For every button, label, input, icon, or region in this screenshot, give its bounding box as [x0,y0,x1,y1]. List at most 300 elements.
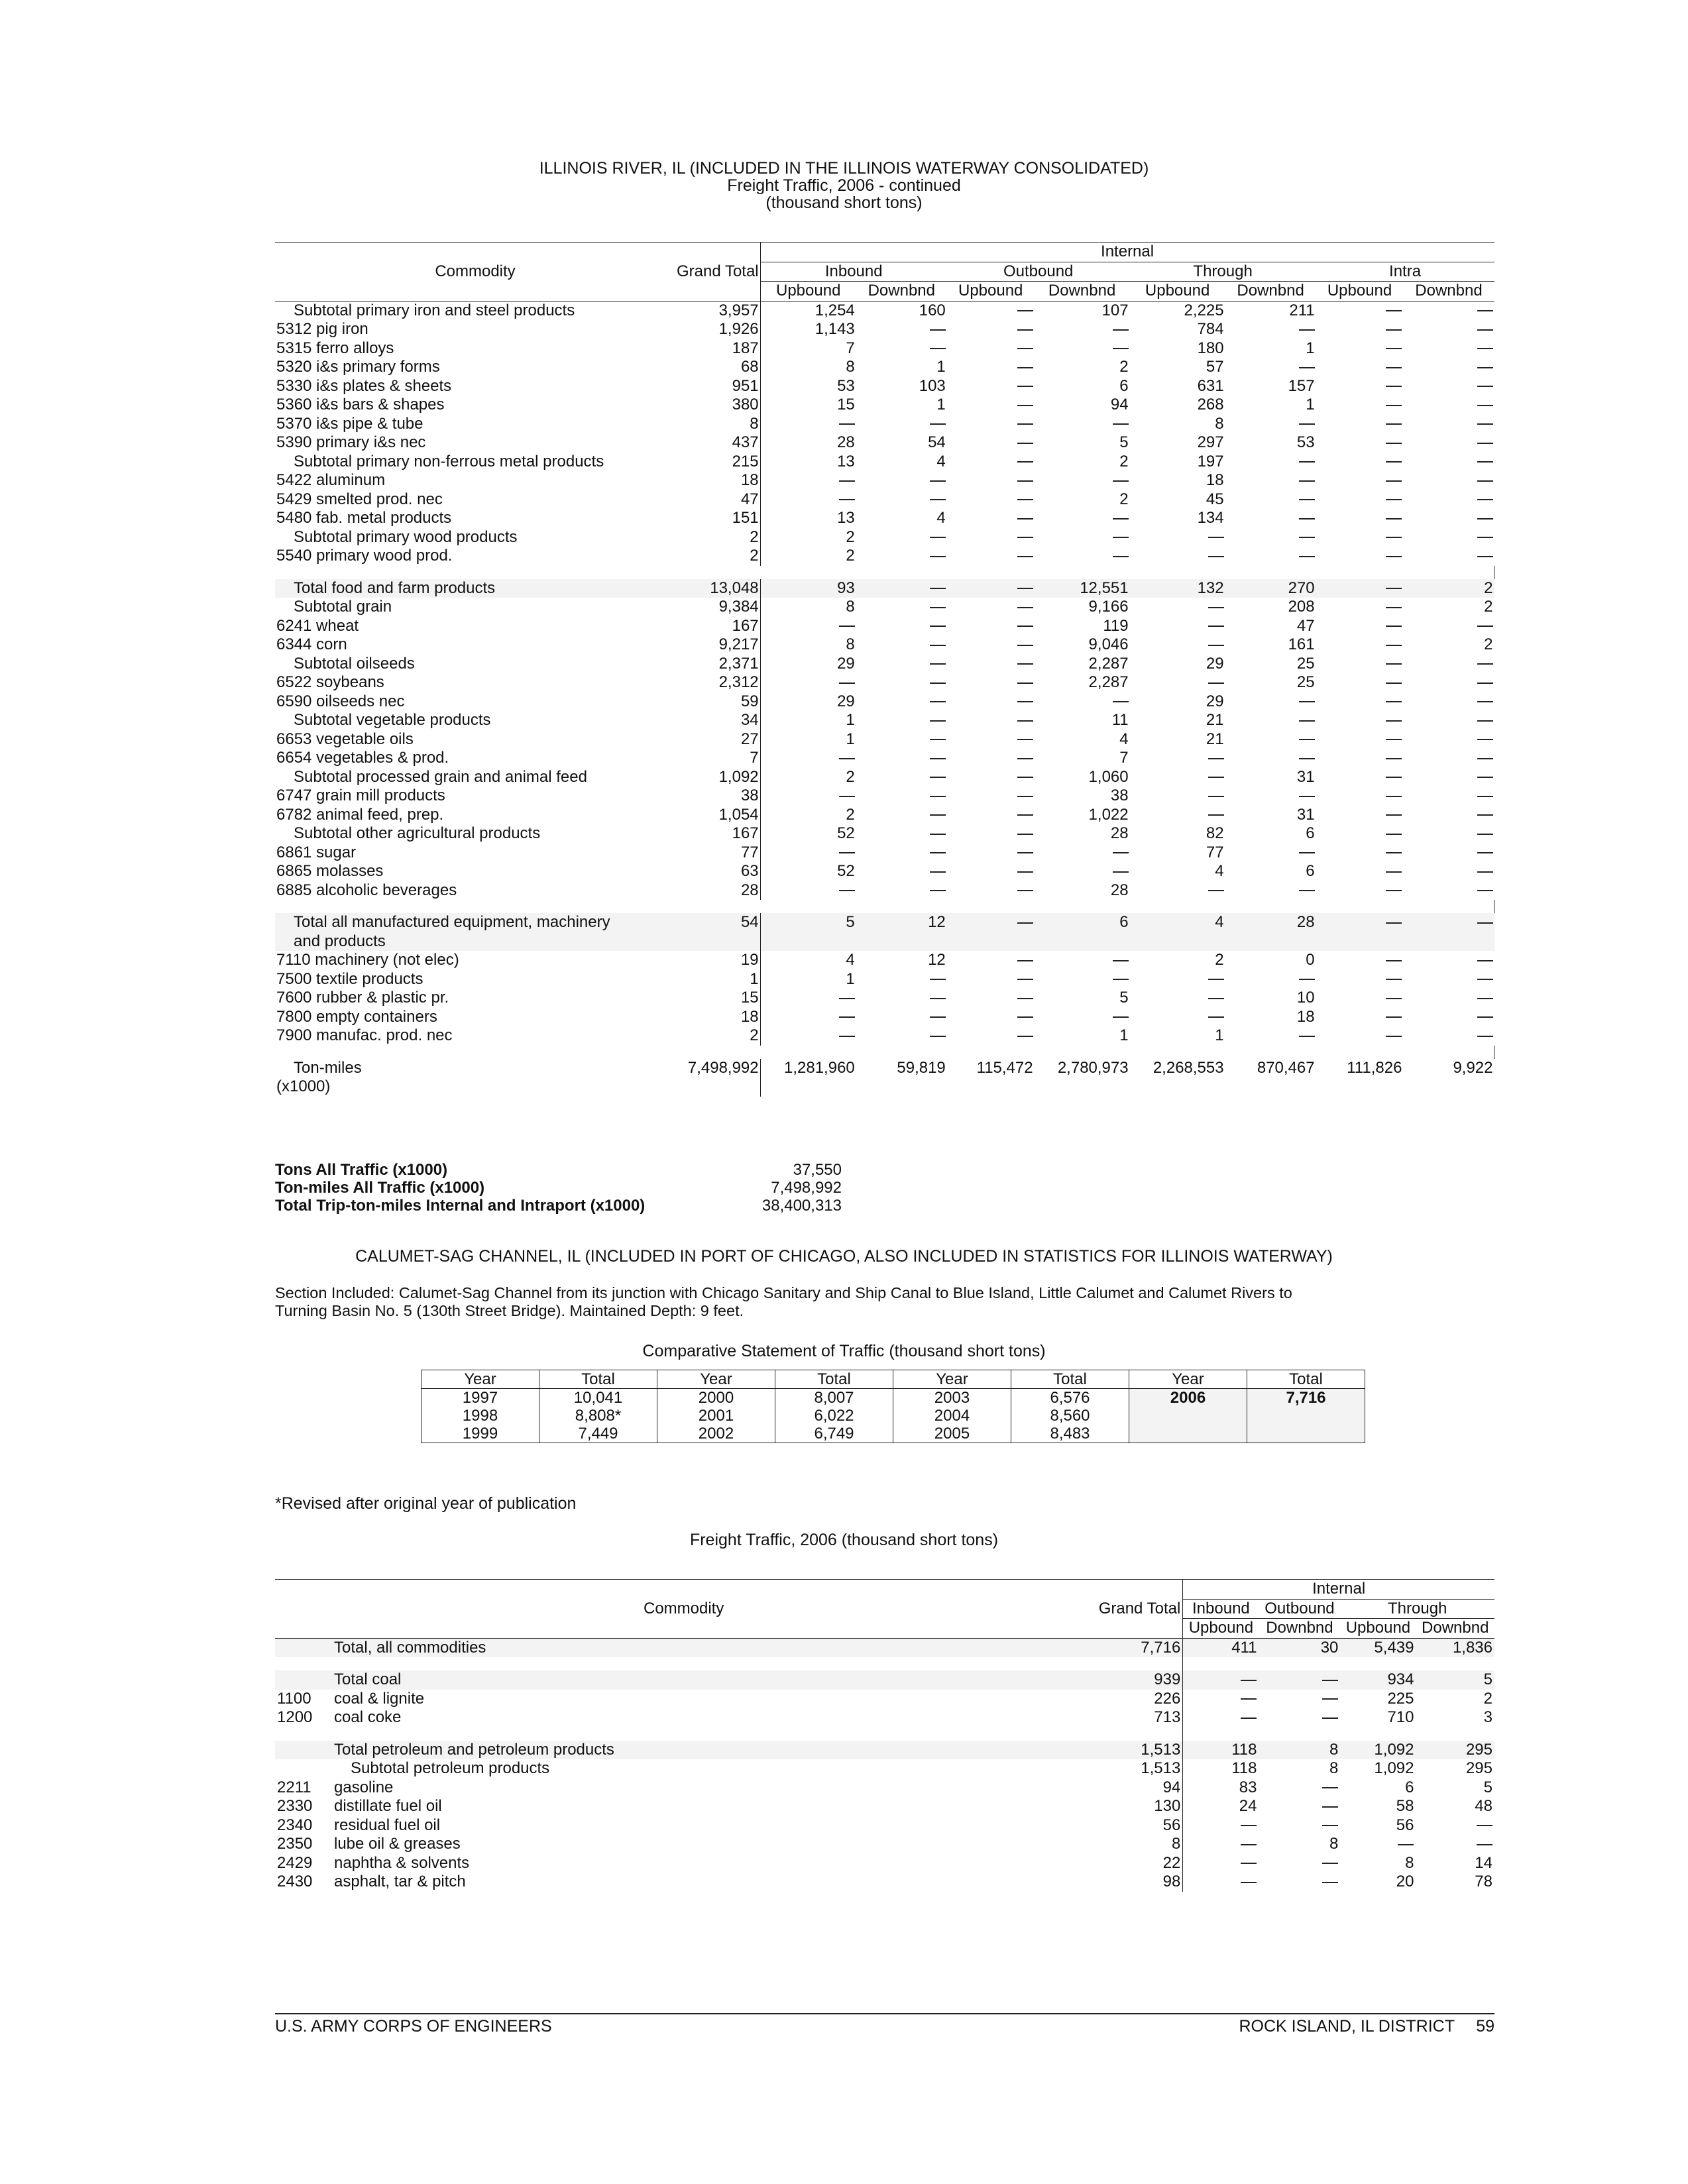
table-row [275,1059,1494,1078]
cell-through-down: 157 [1288,376,1315,395]
cell-through-up: 297 [1197,433,1224,451]
table-row [275,1797,1494,1816]
dash-mark [1017,310,1033,311]
dash-mark [1017,871,1033,873]
cell-through-down: 295 [1465,1759,1492,1777]
row-label: 5429 smelted prod. nec [276,490,443,508]
dash-mark [1208,682,1224,684]
dash-mark [1477,1844,1492,1845]
dash-mark [1386,663,1402,665]
dash-mark [1386,1036,1402,1037]
row-label: Ton-miles [294,1058,362,1077]
cell-intra-down: 9,922 [1453,1058,1493,1077]
cell-through-down: 5 [1416,1670,1494,1690]
dash-mark [1208,758,1224,759]
comparative-row [422,1407,1365,1425]
dash-mark [930,814,946,816]
cell-inbound-up: 5 [760,913,856,932]
cell-intra-up [1316,579,1404,598]
cell-outbound-down: 94 [1110,396,1129,413]
freight-title: Freight Traffic, 2006 (thousand short tons) [689,1531,999,1549]
table-row [275,301,1494,320]
cell-through-up [1130,932,1225,952]
dash-mark [1017,329,1033,331]
cell-outbound-up [947,598,1035,617]
cell-grand-total: 18 [675,1008,760,1027]
col-intra: Intra [1316,262,1494,282]
row-gap [275,1657,1494,1670]
cell-through-down [1416,1835,1494,1854]
summary-label: Total Trip-ton-miles Internal and Intraport (x1000) [275,1197,646,1215]
cell-outbound-up [947,415,1035,434]
cell-inbound-down [856,655,947,674]
cell-through-down [1225,471,1316,490]
cell-year: 2002 [657,1425,775,1443]
dash-mark [930,998,946,999]
cell-through-down: 25 [1296,654,1315,673]
cell-intra-down [1403,844,1494,863]
cell-grand-total: 77 [675,844,760,863]
cell-outbound-down [1035,970,1130,989]
dash-mark [1299,329,1315,331]
cell-through-up: 784 [1197,320,1224,338]
table-row [275,1835,1494,1854]
cell-outbound-up [947,433,1035,453]
cell-through-down: 6 [1306,862,1315,880]
cell-outbound-down: 28 [1110,824,1129,842]
row-label: Subtotal primary wood products [294,527,518,546]
cell-through-up: 2,268,553 [1153,1058,1224,1077]
dash-mark [1017,461,1033,463]
cell-outbound-up [947,970,1035,989]
page-number: 59 [1476,2017,1494,2036]
table-row [275,806,1494,825]
dash-mark [1017,1016,1033,1018]
dash-mark [1299,890,1315,891]
dash-mark [1017,852,1033,853]
cell-through-up: 180 [1197,339,1224,357]
table-row [275,913,1494,932]
cell-grand-total: 28 [675,881,760,901]
cell-outbound-down [1035,862,1130,881]
cell-intra-down [1403,655,1494,674]
dash-mark [1017,607,1033,608]
cell-inbound-down [856,932,947,952]
dash-mark [1477,682,1493,684]
dash-mark [1241,1863,1257,1864]
cell-grand-total: 22 [1092,1854,1183,1873]
cell-outbound-up [947,989,1035,1008]
cell-grand-total: 1 [675,970,760,989]
row-code [275,1741,332,1760]
cell-outbound-down: 12,551 [1035,579,1130,598]
cell-year: 1997 [422,1389,539,1407]
cell-outbound-down: 8 [1259,1741,1340,1760]
cell-through-up: 8 [1405,1853,1414,1872]
summary-value: 37,550 [793,1161,842,1179]
cell-inbound-down [856,617,947,636]
cell-inbound-up [760,844,856,863]
row-label: 5312 pig iron [276,320,368,338]
dash-mark [1299,423,1315,425]
dash-mark [1113,329,1129,331]
cell-inbound-up [1183,1670,1259,1690]
cell-intra-down [1403,749,1494,768]
row-label: 6747 grain mill products [276,787,445,804]
cell-intra-down [1403,970,1494,989]
cell-intra-down [1403,396,1494,415]
dash-mark [1017,367,1033,368]
dash-mark [1017,518,1033,519]
cell-inbound-up [760,989,856,1008]
row-label: Subtotal primary non-ferrous metal products [294,452,604,470]
col-commodity: Commodity [275,243,675,301]
row-gap [275,1727,1494,1741]
dash-mark [1398,1844,1414,1845]
cell-outbound-up [947,806,1035,825]
cell-grand-total: 9,217 [675,635,760,655]
illinois-subtitle: Freight Traffic, 2006 - continued [727,176,961,195]
cell-intra-up [1316,862,1404,881]
cell-through-up: 134 [1197,509,1224,527]
cell-grand-total: 59 [675,692,760,712]
cell-through-down: 870,467 [1257,1058,1315,1077]
row-label: 7800 empty containers [276,1007,437,1026]
row-label: 7600 rubber & plastic pr. [276,989,449,1007]
dash-mark [1477,979,1493,980]
cell-intra-up [1316,1077,1404,1097]
cell-grand-total: 1,513 [1092,1759,1183,1778]
cell-inbound-down [856,749,947,768]
cell-intra-down [1403,768,1494,787]
cell-intra-up [1316,787,1404,806]
comparative-title: Comparative Statement of Traffic (thousand short tons) [642,1342,1046,1360]
dash-mark [1477,814,1493,816]
table-row [275,579,1494,598]
row-code: 2340 [277,1816,313,1834]
dash-mark [1477,852,1493,853]
col-year: Year [1129,1370,1247,1389]
cell-inbound-up: 2 [846,767,855,786]
cell-outbound-down: 9,046 [1088,635,1129,653]
dash-mark [1386,588,1402,589]
cell-intra-down [1403,862,1494,881]
dash-mark [1386,852,1402,853]
table-row [275,1816,1494,1835]
cell-intra-up [1316,989,1404,1008]
cell-inbound-down: 1 [936,358,946,376]
cell-intra-down [1403,320,1494,339]
cell-year: 1998 [422,1407,539,1425]
cell-inbound-up: 24 [1239,1797,1257,1815]
cell-outbound-up [947,692,1035,712]
cell-through-down: 78 [1475,1873,1492,1890]
cell-intra-down [1403,415,1494,434]
dash-mark [1386,329,1402,331]
cell-through-down [1225,932,1316,952]
dash-mark [1208,998,1224,999]
dash-mark [1322,1882,1338,1883]
cell-outbound-up [947,655,1035,674]
dash-mark [1017,890,1033,891]
dash-mark [1017,423,1033,425]
col-outbound: Outbound [947,262,1130,282]
cell-through-up: 29 [1206,654,1224,673]
cell-through-up: 6 [1405,1778,1414,1796]
col-year: Year [657,1370,775,1389]
cell-through-down: 10 [1296,989,1315,1007]
dash-mark [1477,998,1493,999]
cell-outbound-down: 7 [1119,749,1129,767]
dash-mark [1386,979,1402,980]
cell-through-up [1130,547,1225,566]
table-row [275,711,1494,730]
cell-through-up: 4 [1130,913,1225,932]
dash-mark [1208,777,1224,778]
dash-mark [1299,852,1315,853]
cell-inbound-up: 1 [846,730,855,748]
dash-mark [1208,979,1224,980]
cell-grand-total: 2,371 [675,655,760,674]
cell-inbound-down: 160 [919,301,946,319]
dash-mark [839,998,855,999]
cell-total: 8,007 [775,1389,893,1407]
dash-mark [1017,480,1033,482]
cell-inbound-up: 52 [837,862,855,880]
cell-intra-up [1316,692,1404,712]
cell-intra-up [1316,844,1404,863]
row-label: (x1000) [276,1077,331,1095]
cell-inbound-up: 13 [837,509,855,527]
dash-mark [1017,777,1033,778]
cell-outbound-down: 2,287 [1088,673,1129,691]
cell-intra-up [1316,547,1404,566]
cell-outbound-up [947,787,1035,806]
dash-mark [1299,499,1315,500]
cell-through-down [1416,1816,1494,1835]
table-row [275,1708,1494,1727]
cell-through-down [1225,547,1316,566]
dash-mark [839,796,855,797]
cell-outbound-up [947,320,1035,339]
dash-mark [930,480,946,482]
dash-mark [930,329,946,331]
cell-inbound-down [856,768,947,787]
dash-mark [839,758,855,759]
cell-inbound-up [760,1077,856,1097]
cell-intra-up [1316,598,1404,617]
cell-grand-total: 7,716 [1092,1638,1183,1657]
row-label: 5370 i&s pipe & tube [276,414,423,433]
row-label: Subtotal processed grain and animal feed [294,767,587,786]
summary-row [275,1197,842,1215]
cell-through-down [1225,453,1316,472]
col-year: Year [422,1370,539,1389]
cell-through-down: 3 [1483,1708,1492,1726]
cell-outbound-down: 8 [1329,1835,1339,1853]
cell-intra-down [1403,1077,1494,1097]
row-label: 5422 aluminum [276,471,386,489]
cell-intra-down [1403,989,1494,1008]
cell-intra-down [1403,806,1494,825]
cell-year: 1999 [422,1425,539,1443]
table-row [275,1690,1494,1709]
dash-mark [1386,480,1402,482]
cell-intra-down [1403,824,1494,844]
cell-outbound-up [947,358,1035,377]
cell-outbound-up [947,635,1035,655]
cell-outbound-up [947,881,1035,901]
cell-through-up: 631 [1197,376,1224,395]
table-row [275,932,1494,952]
cell-through-down: 208 [1288,598,1315,616]
cell-through-up [1130,598,1225,617]
dash-mark [1017,682,1033,684]
dash-mark [930,537,946,538]
row-label: coal & lignite [334,1689,425,1708]
cell-grand-total: 2 [675,528,760,547]
dash-mark [930,556,946,557]
dash-mark [1477,871,1493,873]
table-row [275,471,1494,490]
dash-mark [930,682,946,684]
cell-through-up: 57 [1206,358,1224,376]
row-label: Total petroleum and petroleum products [332,1741,1092,1760]
row-label: 6590 oilseeds nec [276,692,405,710]
row-label: 6865 molasses [276,862,384,880]
dash-mark [1477,796,1493,797]
dash-mark [1322,1806,1338,1808]
dash-mark [1113,537,1129,538]
cell-intra-up [1316,415,1404,434]
table-row [275,339,1494,358]
calumet-freight-table [275,1579,1494,1892]
cell-through-up [1130,970,1225,989]
dash-mark [1299,701,1315,702]
dash-mark [1477,499,1493,500]
cell-grand-total: 63 [675,862,760,881]
dash-mark [1477,739,1493,740]
cell-intra-down [1403,692,1494,712]
cell-inbound-up: 1 [846,969,855,988]
cell-intra-down [1403,528,1494,547]
cell-through-up: 1,092 [1340,1741,1416,1760]
dash-mark [930,645,946,646]
cell-through-down: 1,836 [1416,1638,1494,1657]
cell-grand-total: 1,513 [1092,1741,1183,1760]
cell-through-down [1225,528,1316,547]
cell-grand-total: 2 [675,547,760,566]
dash-mark [1386,310,1402,311]
cell-outbound-down: 5 [1119,989,1129,1007]
dash-mark [1477,405,1493,406]
dash-mark [1017,405,1033,406]
dash-mark [1477,348,1493,349]
dash-mark [1299,518,1315,519]
cell-through-up [1130,806,1225,825]
cell-outbound-up [947,844,1035,863]
dash-mark [930,758,946,759]
row-code: 1100 [277,1689,311,1708]
cell-grand-total: 939 [1092,1670,1183,1690]
table-row [275,787,1494,806]
row-label: 6885 alcoholic beverages [276,881,457,899]
dash-mark [1386,922,1402,924]
table-row [275,635,1494,655]
cell-inbound-up: 2 [846,547,855,565]
cell-grand-total: 18 [675,471,760,490]
table-row [275,453,1494,472]
dash-mark [1208,796,1224,797]
dash-mark [1017,796,1033,797]
dash-mark [1017,588,1033,589]
cell-inbound-up [760,749,856,768]
cell-outbound-up [947,509,1035,528]
cell-through-up: 45 [1206,490,1224,508]
cell-intra-up [1316,768,1404,787]
cell-through-down [1225,358,1316,377]
cell-through-down: 53 [1296,433,1315,451]
table-row [275,528,1494,547]
dash-mark [1386,607,1402,608]
cell-outbound-up [947,453,1035,472]
dash-mark [1299,1036,1315,1037]
row-label: 5330 i&s plates & sheets [276,376,452,395]
calumet-title: CALUMET-SAG CHANNEL, IL (INCLUDED IN PORT OF CHICAGO, ALSO INCLUDED IN STATISTICS FOR ILLINOIS WATERWAY) [355,1247,1333,1266]
cell-outbound-up [947,824,1035,844]
row-code: 2430 [277,1873,313,1890]
cell-total: 7,716 [1247,1389,1365,1407]
dash-mark [1208,890,1224,891]
cell-through-up: 132 [1130,579,1225,598]
cell-outbound-down: 119 [1103,616,1129,635]
cell-grand-total [675,932,760,952]
cell-total [1247,1425,1365,1443]
dash-mark [1477,518,1493,519]
dash-mark [1386,890,1402,891]
cell-intra-up [1316,881,1404,901]
cell-through-down: 31 [1296,805,1315,824]
dash-mark [1017,499,1033,500]
dash-mark [1113,1016,1129,1018]
cell-through-down: 161 [1288,635,1315,653]
cell-inbound-up: 7 [846,339,855,357]
dash-mark [1477,777,1493,778]
cell-inbound-down: 1 [936,396,946,413]
dash-mark [930,979,946,980]
cell-through-down [1225,749,1316,768]
cell-outbound-down [1035,692,1130,712]
cell-through-up: 58 [1396,1797,1414,1815]
table-row [275,1077,1494,1097]
dash-mark [1386,814,1402,816]
cell-inbound-down [856,320,947,339]
dash-mark [1017,739,1033,740]
row-label: lube oil & greases [334,1835,461,1853]
dash-mark [1386,626,1402,627]
dash-mark [1017,922,1033,924]
cell-intra-up [1316,339,1404,358]
cell-outbound-down [1259,1797,1340,1816]
cell-inbound-down: 59,819 [897,1058,946,1077]
dash-mark [1017,720,1033,722]
footer-district: ROCK ISLAND, IL DISTRICT [1239,2017,1455,2036]
cell-inbound-up [1183,1708,1259,1727]
cell-through-down [1225,1077,1316,1097]
cell-grand-total: 713 [1092,1708,1183,1727]
cell-grand-total: 380 [675,396,760,415]
cell-through-up [1130,787,1225,806]
